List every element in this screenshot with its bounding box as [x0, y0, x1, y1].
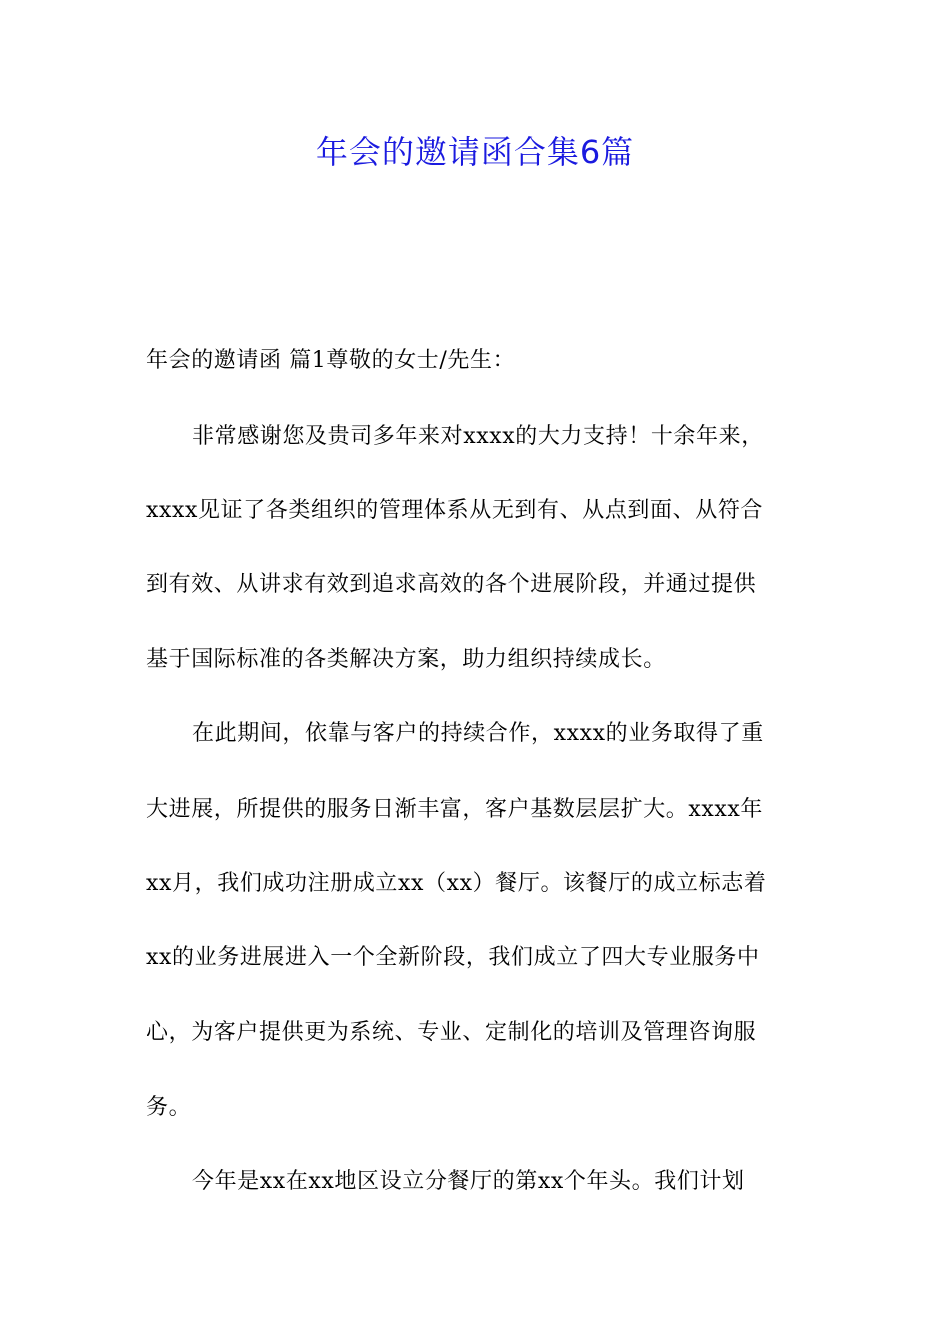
- paragraph-line: 非常感谢您及贵司多年来对xxxx的大力支持！十余年来，: [192, 424, 764, 449]
- paragraph-line: 在此期间，依靠与客户的持续合作，xxxx的业务取得了重: [192, 721, 764, 746]
- paragraph-line: xx月，我们成功注册成立xx（xx）餐厅。该餐厅的成立标志着: [146, 871, 767, 896]
- document-title: 年会的邀请函合集6篇: [315, 133, 635, 171]
- paragraph-line: 大进展，所提供的服务日渐丰富，客户基数层层扩大。xxxx年: [146, 797, 764, 822]
- paragraph-line: xxxx见证了各类组织的管理体系从无到有、从点到面、从符合: [146, 498, 764, 523]
- paragraph-line: 今年是xx在xx地区设立分餐厅的第xx个年头。我们计划: [192, 1169, 745, 1194]
- salutation-line: 年会的邀请函 篇1尊敬的女士/先生：: [146, 348, 516, 373]
- paragraph-line: xx的业务进展进入一个全新阶段，我们成立了四大专业服务中: [146, 945, 760, 970]
- paragraph-line: 务。: [146, 1095, 192, 1120]
- paragraph-line: 基于国际标准的各类解决方案，助力组织持续成长。: [146, 647, 666, 672]
- paragraph-line: 心，为客户提供更为系统、专业、定制化的培训及管理咨询服: [146, 1020, 757, 1045]
- paragraph-line: 到有效、从讲求有效到追求高效的各个进展阶段，并通过提供: [146, 572, 757, 597]
